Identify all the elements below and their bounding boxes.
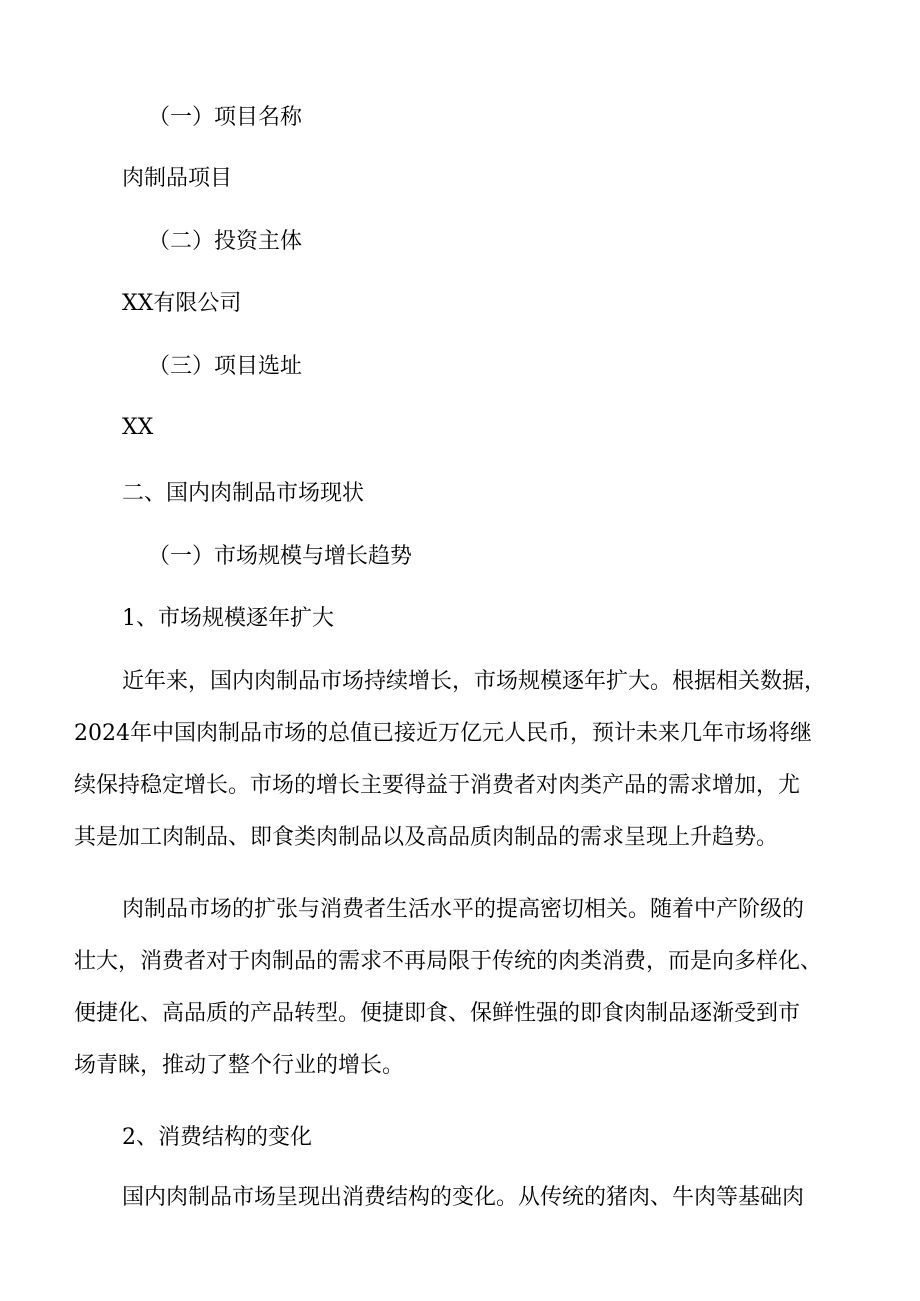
paragraph-line: 2024年中国肉制品市场的总值已接近万亿元人民币，预计未来几年市场将继 xyxy=(74,721,812,746)
paragraph-consumer-demand xyxy=(74,884,862,1092)
paragraph-line: 便捷化、高品质的产品转型。便捷即食、保鲜性强的即食肉制品逐渐受到市 xyxy=(74,1001,801,1026)
subheading-project-name: （一）项目名称 xyxy=(148,105,303,130)
section-heading-market-status: 二、国内肉制品市场现状 xyxy=(122,481,365,506)
paragraph-line: 续保持稳定增长。市场的增长主要得益于消费者对肉类产品的需求增加，尤 xyxy=(74,773,801,798)
numbered-heading-consumption-structure: 2、消费结构的变化 xyxy=(122,1125,312,1150)
investor-value: XX有限公司 xyxy=(122,291,242,316)
paragraph-market-growth xyxy=(74,656,862,864)
subheading-market-size: （一）市场规模与增长趋势 xyxy=(148,544,413,569)
project-name-value: 肉制品项目 xyxy=(122,166,233,191)
paragraph-line: 其是加工肉制品、即食类肉制品以及高品质肉制品的需求呈现上升趋势。 xyxy=(74,825,779,850)
paragraph-line: 场青睐，推动了整个行业的增长。 xyxy=(74,1053,405,1078)
paragraph-consumption-structure xyxy=(122,1172,862,1224)
paragraph-line: 近年来，国内肉制品市场持续增长，市场规模逐年扩大。根据相关数据， xyxy=(122,669,827,694)
paragraph-line: 国内肉制品市场呈现出消费结构的变化。从传统的猪肉、牛肉等基础肉 xyxy=(122,1185,805,1210)
paragraph-line: 肉制品市场的扩张与消费者生活水平的提高密切相关。随着中产阶级的 xyxy=(122,897,805,922)
subheading-investor: （二）投资主体 xyxy=(148,229,303,254)
paragraph-line: 壮大，消费者对于肉制品的需求不再局限于传统的肉类消费，而是向多样化、 xyxy=(74,949,823,974)
numbered-heading-market-expansion: 1、市场规模逐年扩大 xyxy=(122,606,334,631)
subheading-project-location: （三）项目选址 xyxy=(148,354,303,379)
project-location-value: XX xyxy=(122,415,154,440)
